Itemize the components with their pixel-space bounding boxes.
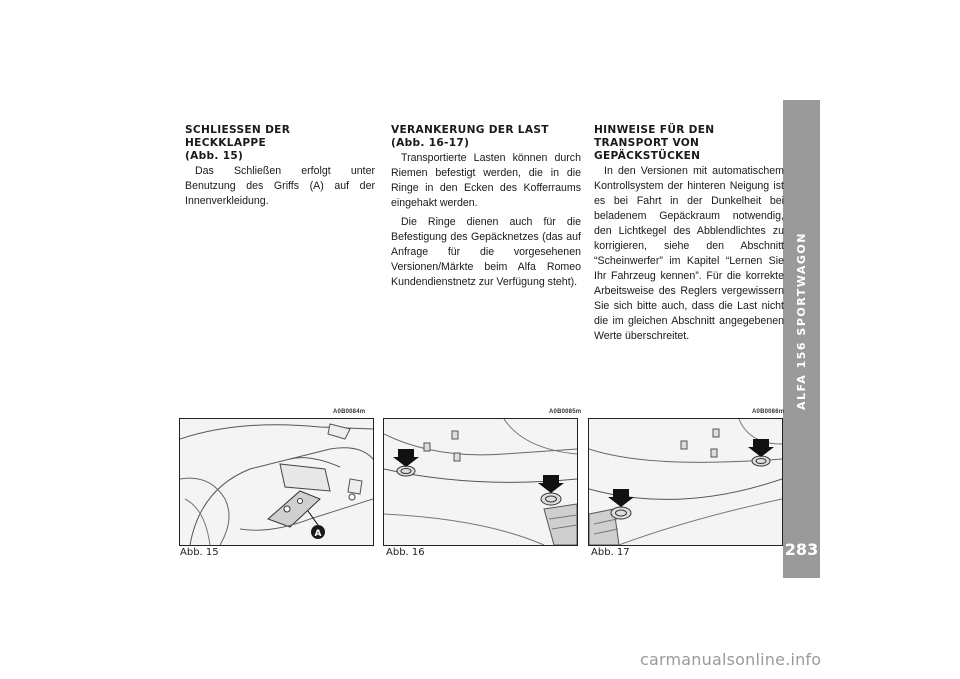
ring-arrow: [393, 449, 419, 467]
figure-16-illustration: [383, 418, 578, 546]
heading-line: (Abb. 16-17): [391, 137, 470, 149]
heading-line: (Abb. 15): [185, 150, 244, 162]
section-heckklappe: [185, 124, 375, 213]
figure-caption: Abb. 17: [591, 547, 630, 558]
figure-code: A0B0084m: [333, 409, 366, 415]
heading-line: VERANKERUNG DER LAST: [391, 124, 549, 136]
body-paragraph: Das Schließen erfolgt unter Benutzung des Griffs (A) auf der Innenverkleidung.: [185, 165, 375, 207]
heading-line: SCHLIESSEN DER HECKKLAPPE: [185, 124, 291, 149]
figure-code: A0B0085m: [549, 409, 582, 415]
ring-arrow: [538, 475, 564, 493]
section-verankerung: [391, 124, 581, 294]
callout-label: A: [314, 529, 322, 539]
section-heading: [185, 124, 375, 163]
figure-caption: Abb. 16: [386, 547, 425, 558]
chapter-title: ALFA 156 SPORTWAGON: [795, 232, 808, 410]
section-heading: [594, 124, 784, 163]
section-heading: [391, 124, 581, 150]
ring-arrow: [748, 439, 774, 457]
page-number: 283: [784, 540, 819, 559]
heading-line: TRANSPORT VON: [594, 137, 700, 149]
figure-17-illustration: [588, 418, 783, 546]
body-paragraph: Transportierte Lasten können durch Riemen befestigt werden, die in die Ringe in den Ecken des Kofferraums eingehakt werden.: [391, 152, 581, 209]
body-paragraph: In den Versionen mit automatischem Kontrollsystem der hinteren Neigung ist es bei Fahrt in der Dunkelheit bei beladenem Gepäckraum notwendig, den Lichtkegel des Abblendlichtes zu korrigieren, siehe den Abschnitt “Scheinwerfer” im Kapitel “Lernen Sie Ihr Fahrzeug kennen”. Für die korrekte Arbeitsweise des Reglers vergewissern Sie sich bitte auch, dass die Last nicht die im gleichen Abschnitt angegebenen Werte überschreitet.: [594, 165, 784, 342]
chapter-sidebar: [783, 100, 820, 578]
body-paragraph: Die Ringe dienen auch für die Befestigung des Gepäcknetzes (das auf Anfrage für die vorgesehenen Versionen/Märkte beim Alfa Romeo Kundendienstnetz zur Verfügung steht).: [391, 216, 581, 288]
figure-15-illustration: [179, 418, 374, 546]
section-hinweise: [594, 124, 784, 348]
ring-arrow: [608, 489, 634, 507]
heading-line: HINWEISE FÜR DEN: [594, 124, 715, 136]
figure-caption: Abb. 15: [180, 547, 219, 558]
watermark[interactable]: carmanualsonline.info: [640, 650, 822, 669]
heading-line: GEPÄCKSTÜCKEN: [594, 150, 701, 162]
figure-code: A0B0086m: [752, 409, 785, 415]
